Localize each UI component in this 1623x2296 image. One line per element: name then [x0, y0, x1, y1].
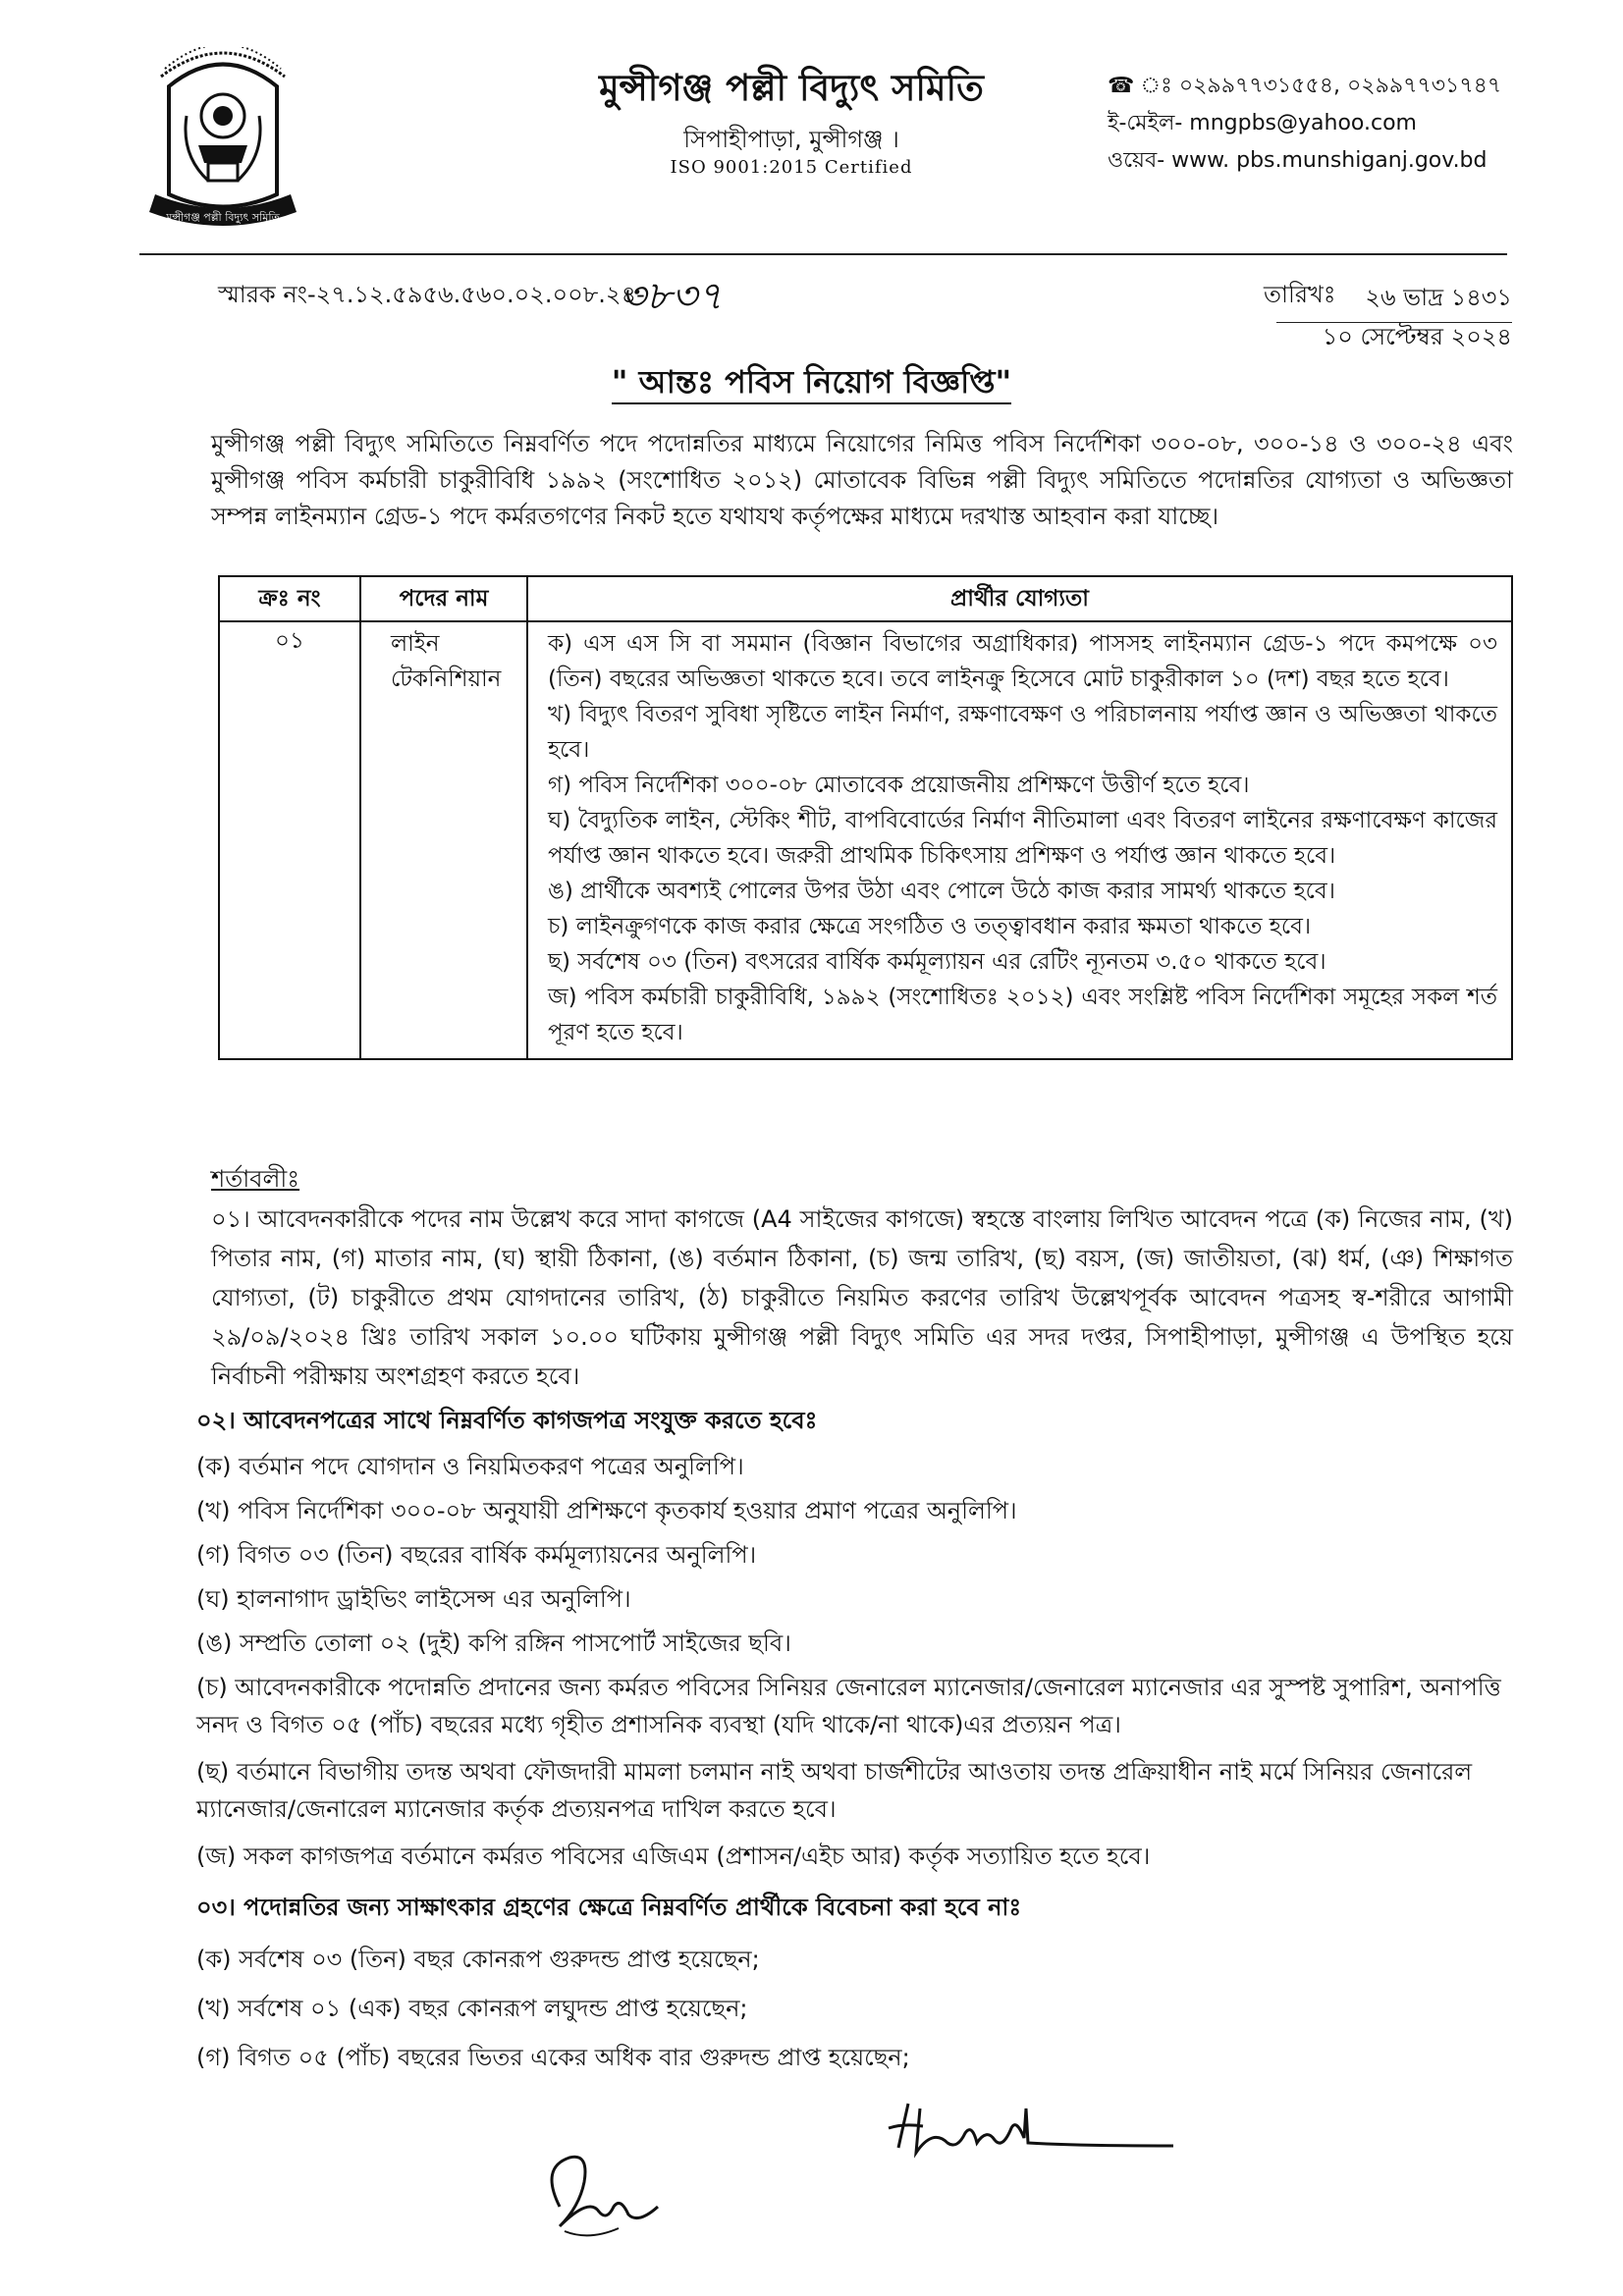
organization-logo: [139, 47, 306, 243]
list-item: (খ) পবিস নির্দেশিকা ৩০০-০৮ অনুযায়ী প্রশিক্ষণে কৃতকার্য হওয়ার প্রমাণ পত্রের অনুলিপি।: [196, 1497, 1017, 1524]
svg-text:মুন্সীগঞ্জ পল্লী বিদ্যুৎ সমিতি: মুন্সীগঞ্জ পল্লী বিদ্যুৎ সমিতি: [166, 211, 280, 224]
requirements-table: [218, 575, 1513, 1060]
qualification-item: জ) পবিস কর্মচারী চাকুরীবিধি, ১৯৯২ (সংশোধিতঃ ২০১২) এবং সংশ্লিষ্ট পবিস নির্দেশিকা সমূহের সকল শর্ত পূরণ হতে হবে।: [548, 985, 1497, 1045]
header-post-name: পদের নাম: [360, 576, 527, 621]
condition-02-title: ০২। আবেদনপত্রের সাথে নিম্নবর্ণিত কাগজপত্র সংযুক্ত করতে হবেঃ: [196, 1407, 818, 1434]
date-label: তারিখঃ: [1264, 281, 1336, 308]
header-serial: ক্রঃ নং: [219, 576, 360, 621]
list-item: (ঙ) সম্প্রতি তোলা ০২ (দুই) কপি রঙ্গিন পাসপোর্ট সাইজের ছবি।: [196, 1629, 791, 1657]
list-item: (ছ) বর্তমানে বিভাগীয় তদন্ত অথবা ফৌজদারী মামলা চলমান নাই অথবা চার্জশীটের আওতায় তদন্ত প্রক্রিয়াধীন নাই মর্মে সিনিয়র জেনারেল ম্যানেজার/জেনারেল ম্যানেজার কর্তৃক প্রত্যয়নপত্র দাখিল করতে হবে।: [196, 1758, 1473, 1823]
qualification-item: চ) লাইনক্রুগণকে কাজ করার ক্ষেত্রে সংগঠিত ও তত্ত্বাবধান করার ক্ষমতা থাকতে হবে।: [548, 914, 1312, 939]
qualification-item: ছ) সর্বশেষ ০৩ (তিন) বৎসরের বার্ষিক কর্মমূল্যায়ন এর রেটিং ন্যূনতম ৩.৫০ থাকতে হবে।: [548, 949, 1326, 975]
memo-reference: স্মারক নং-২৭.১২.৫৯৫৬.৫৬০.০২.০০৮.২৪-: [218, 281, 645, 308]
notice-title: " আন্তঃ পবিস নিয়োগ বিজ্ঞপ্তি": [0, 357, 1623, 410]
list-item: (গ) বিগত ০৫ (পাঁচ) বছরের ভিতর একের অধিক বার গুরুদন্ড প্রাপ্ত হয়েছেন;: [196, 2044, 910, 2071]
list-item: (জ) সকল কাগজপত্র বর্তমানে কর্মরত পবিসের এজিএম (প্রশাসন/এইচ আর) কর্তৃক সত্যায়িত হতে হবে।: [196, 1842, 1151, 1870]
qualification-item: খ) বিদ্যুৎ বিতরণ সুবিধা সৃষ্টিতে লাইন নির্মাণ, রক্ষণাবেক্ষণ ও পরিচালনায় পর্যাপ্ত জ্ঞান ও অভিজ্ঞতা থাকতে হবে।: [548, 702, 1497, 763]
phone-line: [1108, 69, 1501, 105]
memo-reference-handwritten-number: ৩৮৩৭: [621, 274, 723, 319]
organization-address: সিপাহীপাড়া, মুন্সীগঞ্জ ।: [683, 126, 899, 153]
list-item: (খ) সর্বশেষ ০১ (এক) বছর কোনরূপ লঘুদন্ড প্রাপ্ত হয়েছেন;: [196, 1995, 748, 2022]
header-qualifications: প্রার্থীর যোগ্যতা: [527, 576, 1512, 621]
website-line: ওয়েব- www. pbs.munshiganj.gov.bd: [1108, 148, 1488, 173]
table-header-row: [219, 576, 1512, 621]
signature-left: [530, 2138, 687, 2246]
email-line: ই-মেইল- mngpbs@yahoo.com: [1108, 111, 1417, 135]
qualification-item: ঙ) প্রার্থীকে অবশ্যই পোলের উপর উঠা এবং পোলে উঠে কাজ করার সামর্থ্য থাকতে হবে।: [548, 879, 1335, 904]
date-english: ১০ সেপ্টেম্বর ২০২৪: [1322, 323, 1512, 350]
signature-right: [879, 2089, 1203, 2177]
intro-paragraph: মুন্সীগঞ্জ পল্লী বিদ্যুৎ সমিতিতে নিম্নবর্ণিত পদে পদোন্নতির মাধ্যমে নিয়োগের নিমিত্ত পবিস নির্দেশিকা ৩০০-০৮, ৩০০-১৪ ও ৩০০-২৪ এবং মুন্সীগঞ্জ পবিস কর্মচারী চাকুরীবিধি ১৯৯২ (সংশোধিত ২০১২) মোতাবেক বিভিন্ন পল্লী বিদ্যুৎ সমিতিতে পদোন্নতির যোগ্যতা ও অভিজ্ঞতা সম্পন্ন লাইনম্যান গ্রেড-১ পদে কর্মরতগণের নিকট হতে যথাযথ কর্তৃপক্ষের মাধ্যমে দরখাস্ত আহবান করা যাচ্ছে।: [211, 430, 1513, 530]
qualification-item: ঘ) বৈদ্যুতিক লাইন, স্টেকিং শীট, বাপবিবোর্ডের নির্মাণ নীতিমালা এবং বিতরণ লাইনের রক্ষণাবেক্ষণ কাজের পর্যাপ্ত জ্ঞান থাকতে হবে। জরুরী প্রাথমিক চিকিৎসায় প্রশিক্ষণ ও পর্যাপ্ত জ্ঞান থাকতে হবে।: [548, 808, 1497, 869]
list-item: (গ) বিগত ০৩ (তিন) বছরের বার্ষিক কর্মমূল্যায়নের অনুলিপি।: [196, 1541, 757, 1569]
organization-name: মুন্সীগঞ্জ পল্লী বিদ্যুৎ সমিতি: [599, 67, 984, 109]
telephone-icon: ☎: [1108, 74, 1135, 98]
table-row: [219, 621, 1512, 1059]
row-post-name: লাইন টেকনিশিয়ান: [360, 621, 527, 1059]
condition-01: ০১। আবেদনকারীকে পদের নাম উল্লেখ করে সাদা কাগজে (A4 সাইজের কাগজে) স্বহস্তে বাংলায় লিখিত আবেদন পত্রে (ক) নিজের নাম, (খ) পিতার নাম, (গ) মাতার নাম, (ঘ) স্থায়ী ঠিকানা, (ঙ) বর্তমান ঠিকানা, (চ) জন্ম তারিখ, (ছ) বয়স, (জ) জাতীয়তা, (ঝ) ধর্ম, (ঞ) শিক্ষাগত যোগ্যতা, (ট) চাকুরীতে প্রথম যোগদানের তারিখ, (ঠ) চাকুরীতে নিয়মিত করণের তারিখ উল্লেখপূর্বক আবেদন পত্রসহ স্ব-শরীরে আগামী ২৯/০৯/২০২৪ খ্রিঃ তারিখ সকাল ১০.০০ ঘটিকায় মুন্সীগঞ্জ পল্লী বিদ্যুৎ সমিতি এর সদর দপ্তর, সিপাহীপাড়া, মুন্সীগঞ্জ এ উপস্থিত হয়ে নির্বাচনী পরীক্ষায় অংশগ্রহণ করতে হবে।: [211, 1205, 1513, 1390]
conditions-title: শর্তাবলীঃ: [211, 1165, 300, 1193]
list-item: (ক) বর্তমান পদে যোগদান ও নিয়মিতকরণ পত্রের অনুলিপি।: [196, 1453, 744, 1480]
phone-numbers: ঃ ০২৯৯৭৭৩১৫৫৪, ০২৯৯৭৭৩১৭৪৭: [1171, 74, 1502, 98]
list-item: (ঘ) হালনাগাদ ড্রাইভিং লাইসেন্স এর অনুলিপি।: [196, 1585, 631, 1613]
row-serial: ০১: [219, 621, 360, 1059]
iso-certification: ISO 9001:2015 Certified: [670, 157, 913, 178]
condition-03-title: ০৩। পদোন্নতির জন্য সাক্ষাৎকার গ্রহণের ক্ষেত্রে নিম্নবর্ণিত প্রার্থীকে বিবেচনা করা হবে নাঃ: [196, 1894, 1022, 1921]
qualification-item: গ) পবিস নির্দেশিকা ৩০০-০৮ মোতাবেক প্রয়োজনীয় প্রশিক্ষণে উত্তীর্ণ হতে হবে।: [548, 773, 1250, 798]
qualification-item: ক) এস এস সি বা সমমান (বিজ্ঞান বিভাগের অগ্রাধিকার) পাসসহ লাইনম্যান গ্রেড-১ পদে কমপক্ষে ০৩ (তিন) বছরের অভিজ্ঞতা থাকতে হবে। তবে লাইনক্রু হিসেবে মোট চাকুরীকাল ১০ (দশ) বছর হতে হবে।: [548, 631, 1497, 692]
list-item: (চ) আবেদনকারীকে পদোন্নতি প্রদানের জন্য কর্মরত পবিসের সিনিয়র জেনারেল ম্যানেজার/জেনারেল ম্যানেজার এর সুস্পষ্ট সুপারিশ, অনাপত্তি সনদ ও বিগত ০৫ (পাঁচ) বছরের মধ্যে গৃহীত প্রশাসনিক ব্যবস্থা (যদি থাকে/না থাকে)এর প্রত্যয়ন পত্র।: [196, 1674, 1501, 1738]
header-divider: [139, 253, 1507, 255]
row-qualifications: [527, 621, 1512, 1059]
list-item: (ক) সর্বশেষ ০৩ (তিন) বছর কোনরূপ গুরুদন্ড প্রাপ্ত হয়েছেন;: [196, 1946, 760, 1973]
date-bangla: ২৬ ভাদ্র ১৪৩১: [1276, 280, 1512, 323]
